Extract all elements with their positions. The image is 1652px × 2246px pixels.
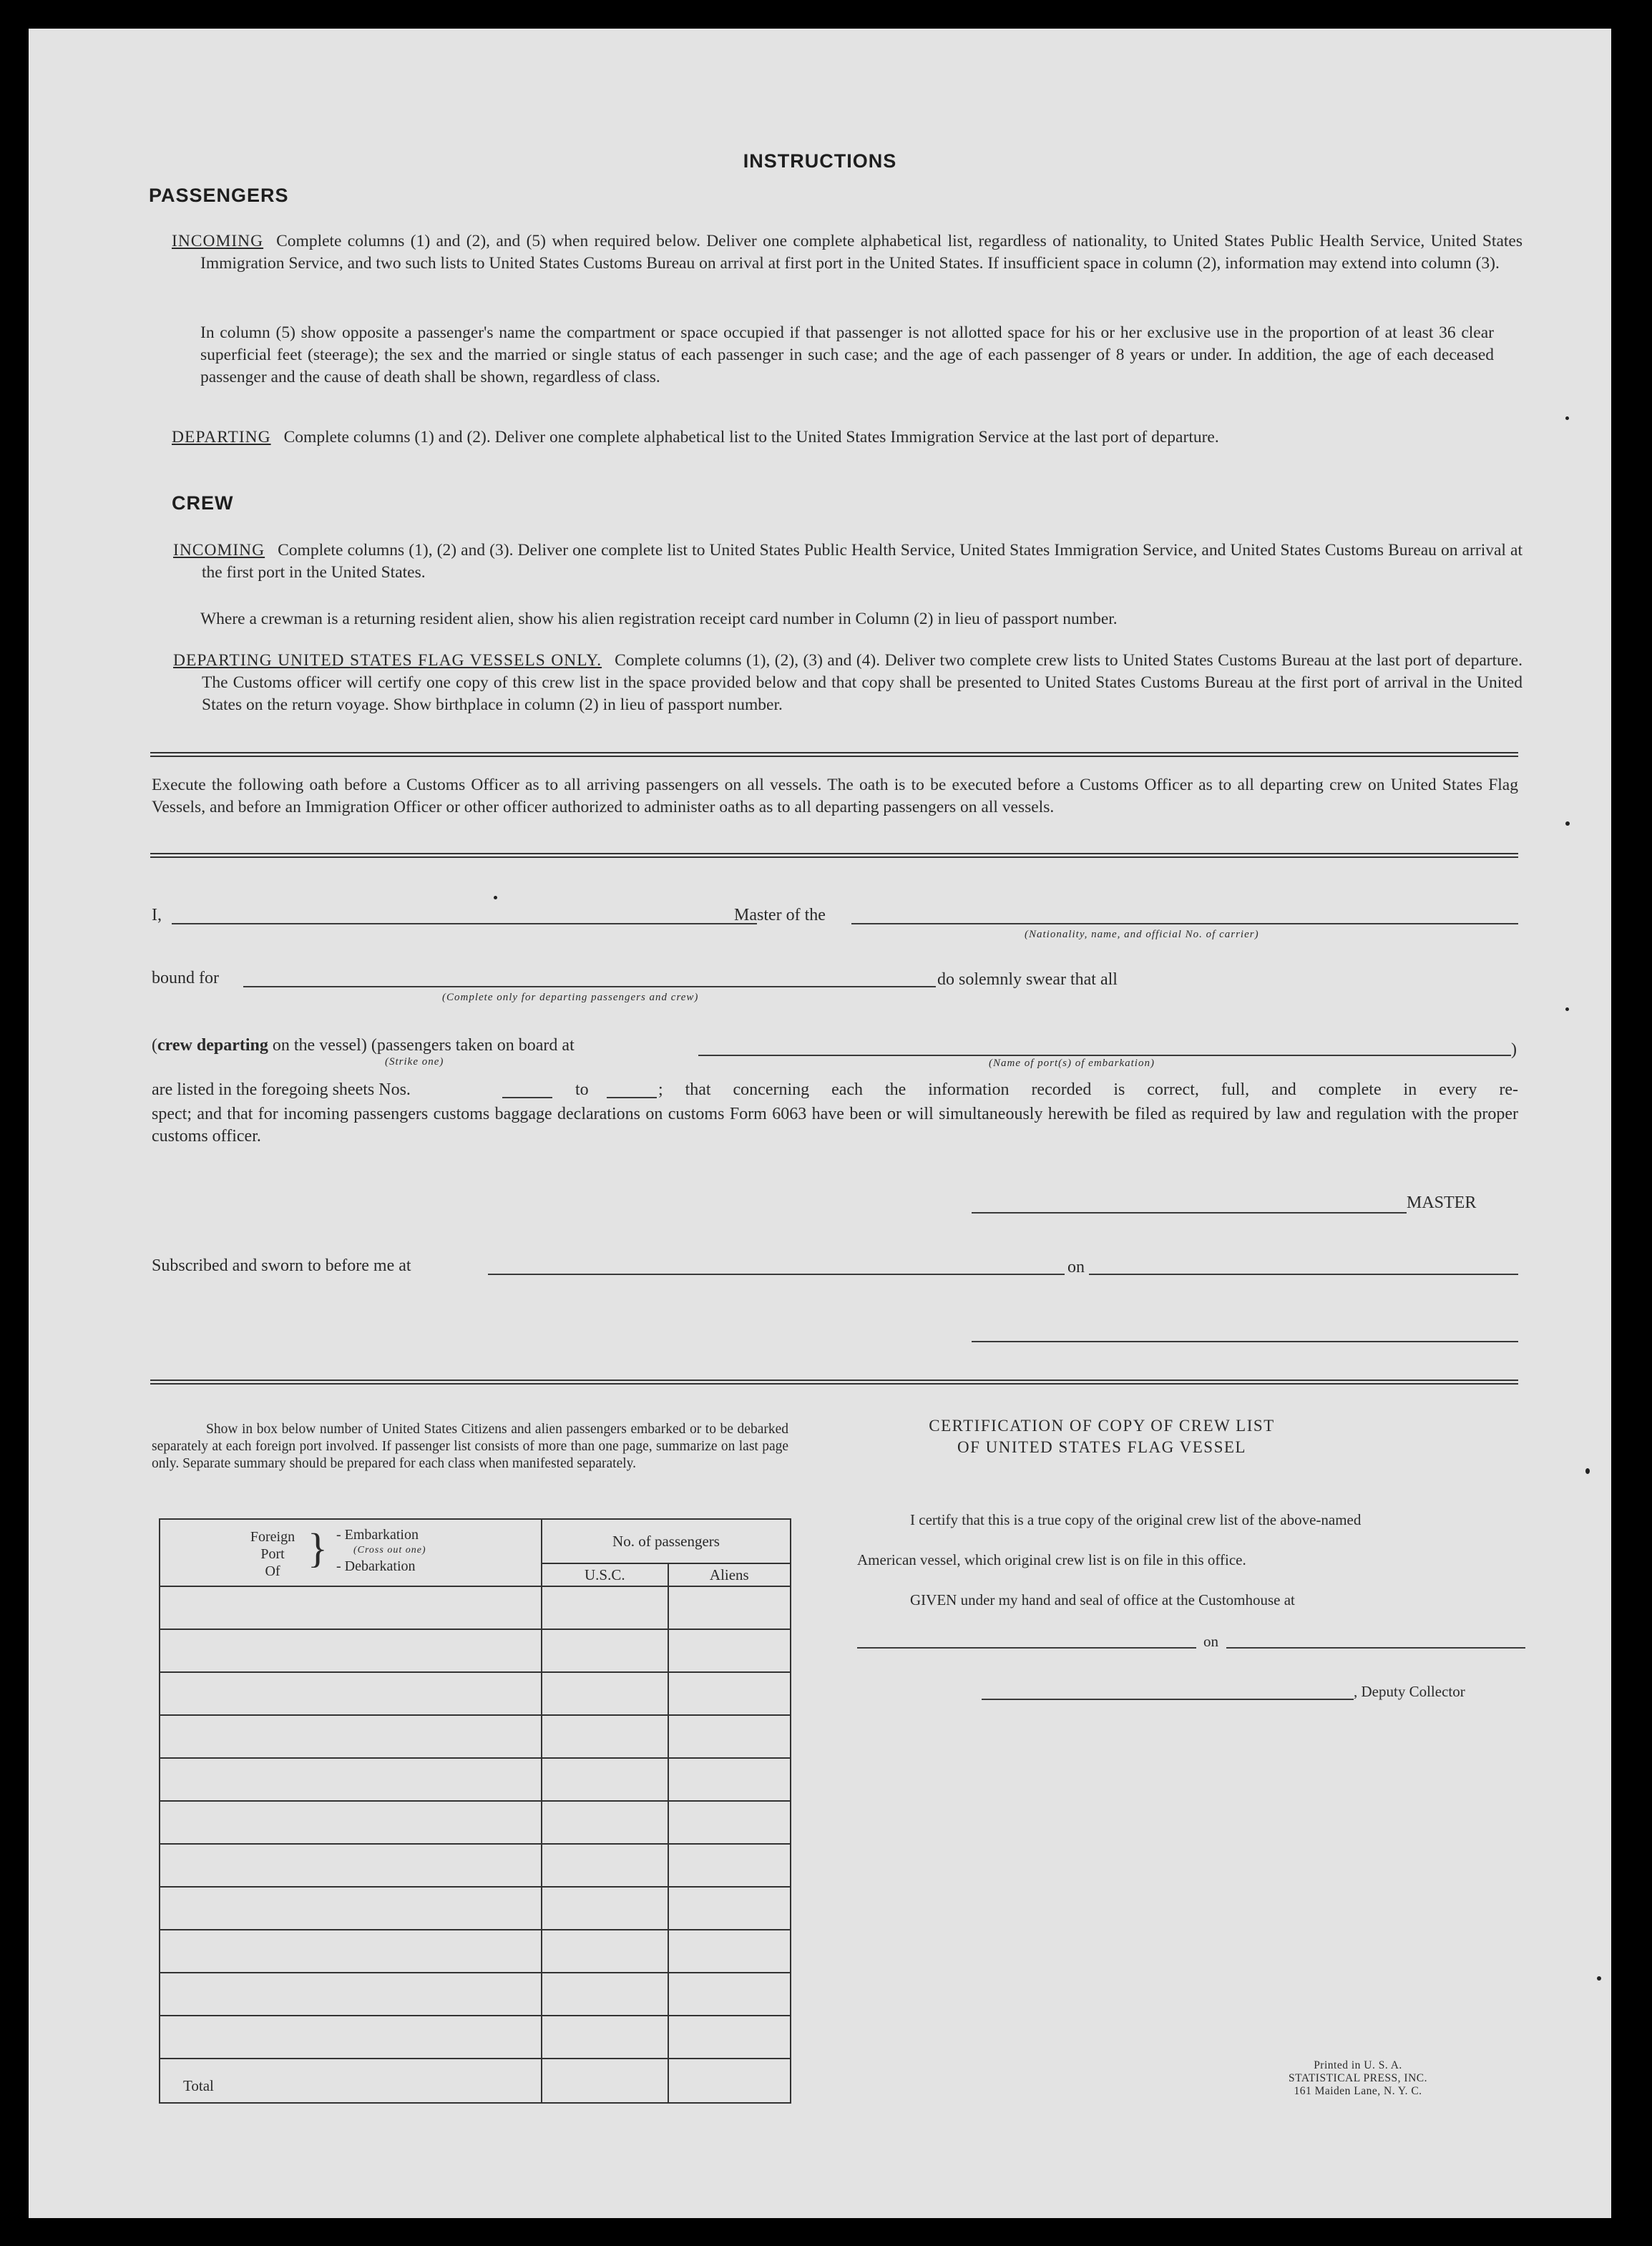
summary-row bbox=[160, 2016, 791, 2059]
sheet-to-field[interactable] bbox=[607, 1097, 657, 1098]
aliens-cell[interactable] bbox=[668, 1758, 791, 1801]
scan-speck bbox=[1565, 1007, 1569, 1011]
swear-label: do solemnly swear that all bbox=[937, 970, 1118, 989]
subscribed-label: Subscribed and sworn to before me at bbox=[152, 1256, 411, 1275]
embarkation-label: - Embarkation bbox=[336, 1527, 419, 1543]
usc-header: U.S.C. bbox=[542, 1563, 668, 1586]
carrier-field[interactable] bbox=[851, 923, 1518, 924]
master-of-label: Master of the bbox=[734, 906, 826, 924]
listed-start: are listed in the foregoing sheets Nos. bbox=[152, 1080, 411, 1099]
to-label: to bbox=[575, 1080, 589, 1099]
listed-end: ; that concerning each the information recorded is correct, full, and complete in every re- bbox=[658, 1080, 1518, 1099]
crew-heading: CREW bbox=[172, 492, 234, 514]
port-cell[interactable] bbox=[160, 1887, 542, 1930]
summary-intro: Show in box below number of United States Citizens and alien passengers embarked or to be debarked separately at each foreign port involved. If passenger list consists of more than one page, summarize on last page only. Separate summary should be prepared for each class when manifested separately. bbox=[152, 1422, 788, 1471]
aliens-cell[interactable] bbox=[668, 1672, 791, 1715]
strike-hint: (Strike one) bbox=[385, 1056, 444, 1068]
close-paren: ) bbox=[1511, 1040, 1517, 1059]
sworn-place-field[interactable] bbox=[488, 1274, 1065, 1275]
deputy-signature-field[interactable] bbox=[982, 1699, 1354, 1700]
double-rule-bottom bbox=[150, 1380, 1518, 1385]
crew-passengers-line bbox=[152, 1036, 575, 1055]
aliens-cell[interactable] bbox=[668, 1887, 791, 1930]
passengers-incoming-label: INCOMING bbox=[172, 232, 264, 250]
aliens-cell[interactable] bbox=[668, 1715, 791, 1758]
crew-incoming-text: Complete columns (1), (2) and (3). Deliver one complete list to United States Public Health Service, United States Immigration Service, and United States Customs Bureau on arrival at the first port in the United States. bbox=[202, 541, 1523, 582]
aliens-cell[interactable] bbox=[668, 1844, 791, 1887]
usc-cell[interactable] bbox=[542, 1758, 668, 1801]
master-signature-field[interactable] bbox=[972, 1212, 1407, 1214]
total-label: Total bbox=[160, 2059, 542, 2103]
cert-title-line1: CERTIFICATION OF COPY OF CREW LIST bbox=[929, 1417, 1275, 1435]
bound-for-label: bound for bbox=[152, 969, 219, 987]
printer-line2: STATISTICAL PRESS, INC. bbox=[1289, 2072, 1427, 2084]
cert-title-line2: OF UNITED STATES FLAG VESSEL bbox=[957, 1438, 1246, 1456]
port-header-cell bbox=[160, 1519, 542, 1586]
scan-speck bbox=[494, 896, 497, 899]
double-rule-top bbox=[150, 752, 1518, 757]
aliens-cell[interactable] bbox=[668, 1801, 791, 1844]
crew-incoming-label: INCOMING bbox=[173, 541, 265, 560]
form-sheet bbox=[29, 29, 1611, 2218]
crew-departing-bold: crew departing bbox=[157, 1036, 268, 1055]
cert-line2: American vessel, which original crew list is on file in this office. bbox=[857, 1551, 1246, 1568]
aliens-cell[interactable] bbox=[668, 1930, 791, 1973]
port-cell[interactable] bbox=[160, 1672, 542, 1715]
bound-for-field[interactable] bbox=[243, 986, 936, 987]
aliens-cell[interactable] bbox=[668, 2016, 791, 2059]
scan-speck bbox=[1585, 1468, 1590, 1474]
crew-incoming-paragraph bbox=[173, 539, 1523, 584]
aliens-header: Aliens bbox=[668, 1563, 791, 1586]
usc-cell[interactable] bbox=[542, 1629, 668, 1672]
ports-hint: (Name of port(s) of embarkation) bbox=[989, 1058, 1155, 1069]
port-cell[interactable] bbox=[160, 1973, 542, 2016]
passengers-departing-label: DEPARTING bbox=[172, 428, 271, 446]
summary-row bbox=[160, 1586, 791, 1629]
usc-cell[interactable] bbox=[542, 1801, 668, 1844]
port-cell[interactable] bbox=[160, 2016, 542, 2059]
passengers-departing-paragraph bbox=[172, 426, 1523, 449]
summary-row bbox=[160, 1801, 791, 1844]
scan-speck bbox=[1597, 1976, 1601, 1981]
cert-place-field[interactable] bbox=[857, 1647, 1196, 1649]
oath-intro: Execute the following oath before a Customs Officer as to all arriving passengers on all vessels. The oath is to be executed before a Customs Officer as to all departing crew on United States Flag Vessels, and before an Immigration Officer or other officer authorized to administer oaths as to all departing passengers on all vessels. bbox=[152, 776, 1518, 816]
cross-out-hint: (Cross out one) bbox=[353, 1545, 426, 1556]
officer-signature-field[interactable] bbox=[972, 1341, 1518, 1342]
usc-cell[interactable] bbox=[542, 1672, 668, 1715]
passengers-departing-text: Complete columns (1) and (2). Deliver one complete alphabetical list to the United States Immigration Service at the last port of departure. bbox=[283, 428, 1219, 446]
summary-row bbox=[160, 1930, 791, 1973]
cert-date-field[interactable] bbox=[1226, 1647, 1525, 1649]
port-label: Port bbox=[260, 1546, 285, 1562]
open-paren: ( bbox=[152, 1036, 157, 1055]
oath-i-label: I, bbox=[152, 906, 162, 924]
listed-rest: spect; and that for incoming passengers customs baggage declarations on customs Form 6063 have been or will simultaneously herewith be filed as required by law and regulation with the proper customs officer. bbox=[152, 1105, 1518, 1146]
master-name-field[interactable] bbox=[172, 923, 757, 924]
total-aliens-cell[interactable] bbox=[668, 2059, 791, 2103]
port-cell[interactable] bbox=[160, 1844, 542, 1887]
bound-for-hint: (Complete only for departing passengers and crew) bbox=[442, 992, 699, 1003]
port-cell[interactable] bbox=[160, 1586, 542, 1629]
summary-row bbox=[160, 1844, 791, 1887]
crew-alien-paragraph: Where a crewman is a returning resident alien, show his alien registration receipt card number in Column (2) in lieu of passport number. bbox=[200, 610, 1118, 628]
sworn-date-field[interactable] bbox=[1089, 1274, 1518, 1275]
printer-line3: 161 Maiden Lane, N. Y. C. bbox=[1294, 2085, 1422, 2097]
printer-line1: Printed in U. S. A. bbox=[1314, 2059, 1402, 2071]
usc-cell[interactable] bbox=[542, 1973, 668, 2016]
passengers-heading: PASSENGERS bbox=[149, 185, 289, 206]
sheet-from-field[interactable] bbox=[502, 1097, 552, 1098]
embarkation-ports-field[interactable] bbox=[698, 1055, 1511, 1056]
double-rule-middle bbox=[150, 853, 1518, 858]
crew-departing-label: DEPARTING UNITED STATES FLAG VESSELS ONLY. bbox=[173, 651, 602, 670]
scan-speck bbox=[1565, 416, 1569, 420]
usc-cell[interactable] bbox=[542, 1887, 668, 1930]
cert-line1: I certify that this is a true copy of the original crew list of the above-named bbox=[910, 1511, 1362, 1528]
vessel-text: on the vessel) (passengers taken on board at bbox=[272, 1036, 575, 1055]
cert-line3: GIVEN under my hand and seal of office at the Customhouse at bbox=[910, 1591, 1295, 1608]
printer-imprint bbox=[1274, 2059, 1442, 2098]
summary-row bbox=[160, 1973, 791, 2016]
aliens-cell[interactable] bbox=[668, 1629, 791, 1672]
debarkation-label: - Debarkation bbox=[336, 1558, 416, 1574]
usc-cell[interactable] bbox=[542, 1586, 668, 1629]
aliens-cell[interactable] bbox=[668, 1973, 791, 2016]
cert-on-label: on bbox=[1203, 1633, 1218, 1650]
passenger-summary-table bbox=[159, 1518, 791, 2104]
summary-row bbox=[160, 1887, 791, 1930]
port-cell[interactable] bbox=[160, 1758, 542, 1801]
sworn-on-label: on bbox=[1067, 1258, 1085, 1276]
usc-cell[interactable] bbox=[542, 2016, 668, 2059]
passengers-incoming-text: Complete columns (1) and (2), and (5) when required below. Deliver one complete alphabetical list, regardless of nationality, to United States Public Health Service, United States Immigration Service, and two such lists to United States Customs Bureau on arrival at first port in the United States. If insufficient space in column (2), information may extend into column (3). bbox=[200, 232, 1523, 273]
passengers-incoming-paragraph bbox=[172, 230, 1523, 275]
port-cell[interactable] bbox=[160, 1629, 542, 1672]
usc-cell[interactable] bbox=[542, 1930, 668, 1973]
passengers-column5-paragraph: In column (5) show opposite a passenger's name the compartment or space occupied if that passenger is not allotted space for his or her exclusive use in the proportion of at least 36 clear superficial feet (steerage); the sex and the married or single status of each passenger in such case; and the age of each passenger of 8 years or under. In addition, the age of each deceased passenger and the cause of death shall be shown, regardless of class. bbox=[200, 323, 1494, 386]
foreign-label: Foreign bbox=[250, 1529, 295, 1545]
total-usc-cell[interactable] bbox=[542, 2059, 668, 2103]
port-cell[interactable] bbox=[160, 1930, 542, 1973]
usc-cell[interactable] bbox=[542, 1715, 668, 1758]
deputy-collector-label: , Deputy Collector bbox=[1354, 1683, 1465, 1700]
master-label: MASTER bbox=[1407, 1193, 1477, 1212]
aliens-cell[interactable] bbox=[668, 1586, 791, 1629]
port-cell[interactable] bbox=[160, 1801, 542, 1844]
port-cell[interactable] bbox=[160, 1715, 542, 1758]
crew-departing-paragraph bbox=[173, 650, 1523, 716]
usc-cell[interactable] bbox=[542, 1844, 668, 1887]
of-label: Of bbox=[265, 1563, 280, 1579]
instructions-title: INSTRUCTIONS bbox=[743, 150, 897, 172]
crew-departing-text: Complete columns (1), (2), (3) and (4). Deliver two complete crew lists to United States Customs Bureau at the last port of departure. The Customs officer will certify one copy of this crew list in the space provided below and that copy shall be presented to United States Customs Bureau at the first port of arrival in the United States on the return voyage. Show birthplace in column (2) in lieu of passport number. bbox=[202, 651, 1523, 714]
carrier-hint: (Nationality, name, and official No. of carrier) bbox=[1025, 929, 1259, 940]
scan-speck bbox=[1565, 821, 1570, 826]
summary-row bbox=[160, 1629, 791, 1672]
summary-row bbox=[160, 1672, 791, 1715]
summary-row bbox=[160, 1715, 791, 1758]
summary-row bbox=[160, 1758, 791, 1801]
brace-glyph: } bbox=[308, 1525, 328, 1571]
no-passengers-header: No. of passengers bbox=[542, 1519, 791, 1563]
